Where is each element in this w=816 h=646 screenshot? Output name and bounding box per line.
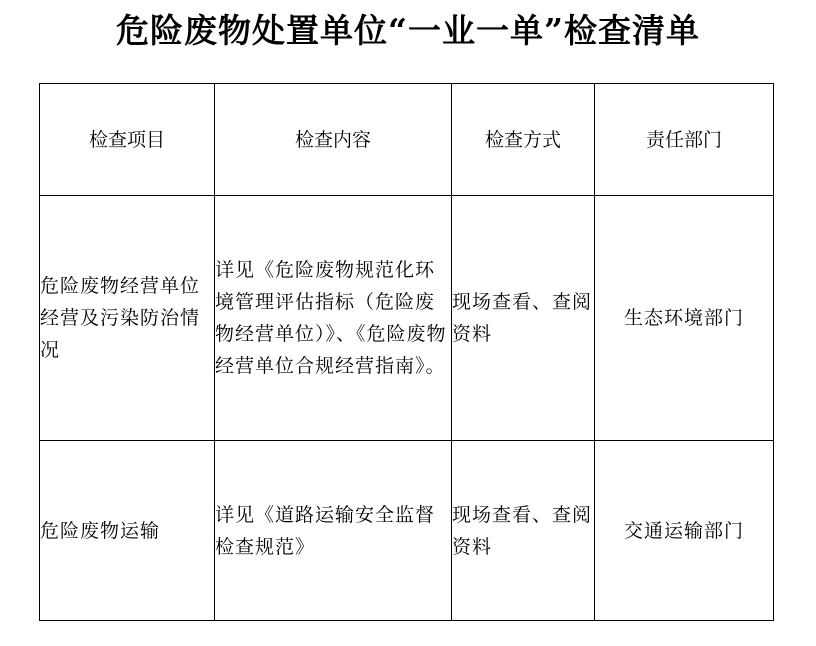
department-cell: 交通运输部门 xyxy=(595,441,774,621)
table-row xyxy=(40,196,774,441)
table-header-row xyxy=(40,84,774,196)
check-item-cell: 危险废物运输 xyxy=(40,441,215,621)
check-content-cell: 详见《危险废物规范化环境管理评估指标（危险废物经营单位）》、《危险废物经营单位合规经营指南》。 xyxy=(215,196,452,441)
table-row xyxy=(40,441,774,621)
check-item-cell: 危险废物经营单位经营及污染防治情况 xyxy=(40,196,215,441)
checklist-table xyxy=(39,83,774,621)
page-title: 危险废物处置单位“一业一单”检查清单 xyxy=(116,11,700,50)
department-cell: 生态环境部门 xyxy=(595,196,774,441)
check-content-cell: 详见《道路运输安全监督检查规范》 xyxy=(215,441,452,621)
header-responsible-department: 责任部门 xyxy=(595,84,774,196)
header-check-method: 检查方式 xyxy=(452,84,595,196)
check-method-cell: 现场查看、查阅资料 xyxy=(452,196,595,441)
check-method-cell: 现场查看、查阅资料 xyxy=(452,441,595,621)
header-check-item: 检查项目 xyxy=(40,84,215,196)
header-check-content: 检查内容 xyxy=(215,84,452,196)
